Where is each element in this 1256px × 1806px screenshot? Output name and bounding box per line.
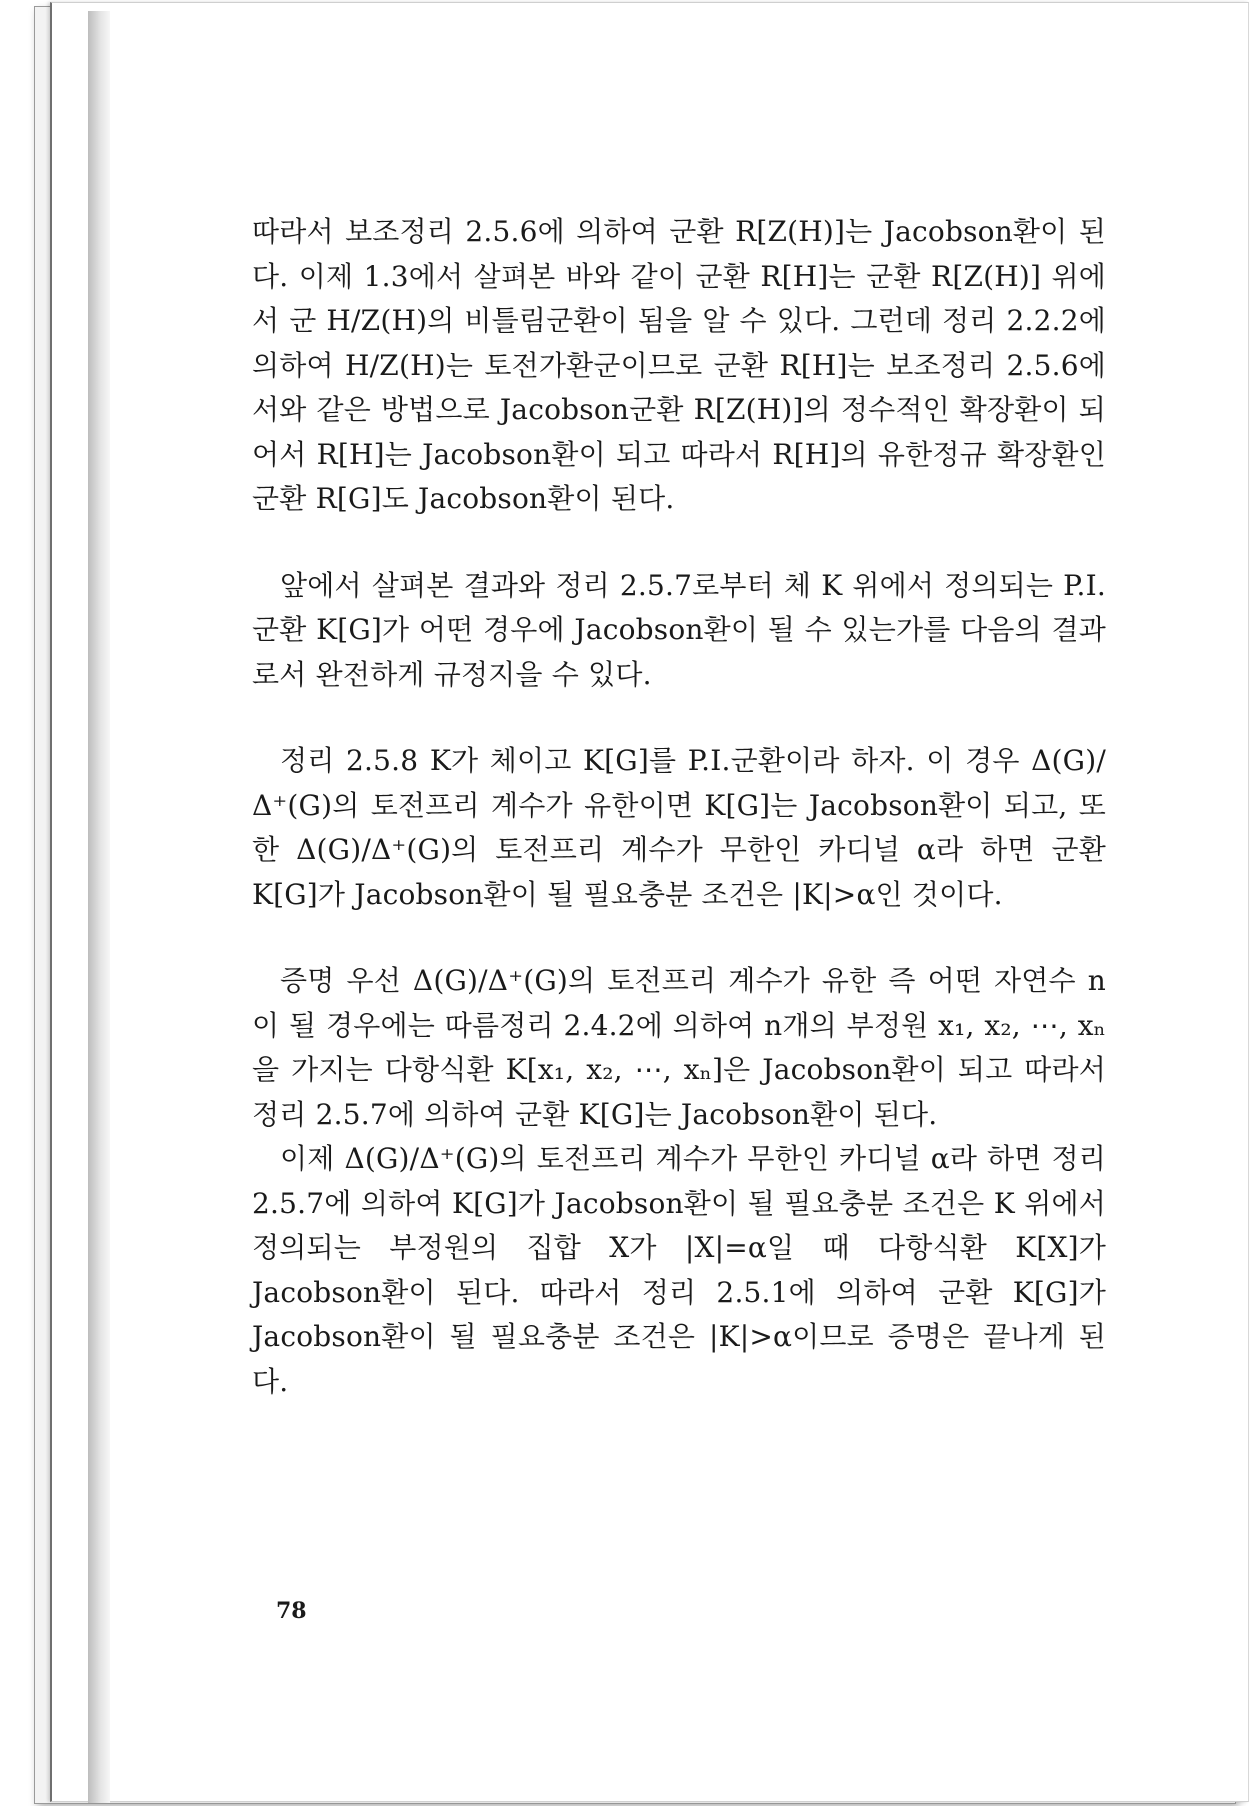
page-number: 78 — [276, 1598, 307, 1624]
page-body — [252, 210, 1106, 1404]
page-binding-shadow — [88, 11, 110, 1803]
paragraph-proof-part-2: 이제 Δ(G)/Δ⁺(G)의 토전프리 계수가 무한인 카디널 α라 하면 정리 2.5.7에 의하여 K[G]가 Jacobson환이 될 필요충분 조건은 K 위에서 정의되는 부정원의 집합 X가 |X|=α일 때 다항식환 K[X]가 Jacobson환이 된다. 따라서 정리 2.5.1에 의하여 군환 K[G]가 Jacobson환이 될 필요충분 조건은 |K|>α이므로 증명은 끝나게 된다. — [252, 1142, 1106, 1398]
paragraph-proof-part-1: 증명 우선 Δ(G)/Δ⁺(G)의 토전프리 계수가 유한 즉 어떤 자연수 n이 될 경우에는 따름정리 2.4.2에 의하여 n개의 부정원 x₁, x₂, ⋯, xₙ을 가지는 다항식환 K[x₁, x₂, ⋯, xₙ]은 Jacobson환이 되고 따라서 정리 2.5.7에 의하여 군환 K[G]는 Jacobson환이 된다. — [252, 964, 1106, 1131]
paragraph-proof-conclusion: 따라서 보조정리 2.5.6에 의하여 군환 R[Z(H)]는 Jacobson환이 된다. 이제 1.3에서 살펴본 바와 같이 군환 R[H]는 군환 R[Z(H)] 위에서 군 H/Z(H)의 비틀림군환이 됨을 알 수 있다. 그런데 정리 2.2.2에 의하여 H/Z(H)는 토전가환군이므로 군환 R[H]는 보조정리 2.5.6에서와 같은 방법으로 Jacobson군환 R[Z(H)]의 정수적인 확장환이 되어서 R[H]는 Jacobson환이 되고 따라서 R[H]의 유한정규 확장환인 군환 R[G]도 Jacobson환이 된다. — [252, 215, 1106, 515]
paragraph-theorem-2-5-8: 정리 2.5.8 K가 체이고 K[G]를 P.I.군환이라 하자. 이 경우 Δ(G)/Δ⁺(G)의 토전프리 계수가 유한이면 K[G]는 Jacobson환이 되고, 또한 Δ(G)/Δ⁺(G)의 토전프리 계수가 무한인 카디널 α라 하면 군환 K[G]가 Jacobson환이 될 필요충분 조건은 |K|>α인 것이다. — [252, 744, 1106, 911]
paragraph-intro-theorem: 앞에서 살펴본 결과와 정리 2.5.7로부터 체 K 위에서 정의되는 P.I.군환 K[G]가 어떤 경우에 Jacobson환이 될 수 있는가를 다음의 결과로서 완전하게 규정지을 수 있다. — [252, 568, 1106, 691]
